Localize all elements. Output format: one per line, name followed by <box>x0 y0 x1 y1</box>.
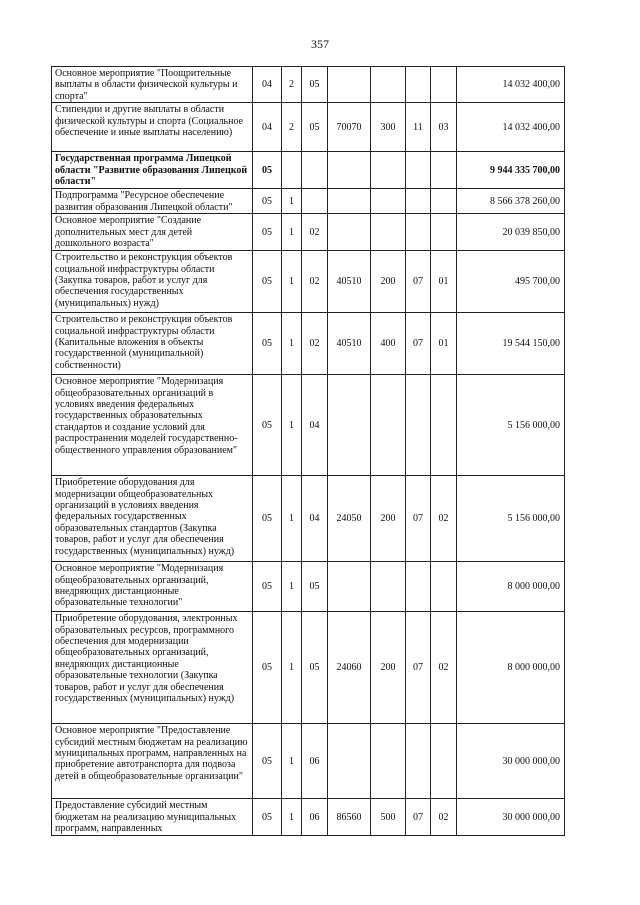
cell-name: Основное мероприятие "Создание дополнительных мест для детей дошкольного возраста" <box>52 214 253 251</box>
cell-gp: 05 <box>253 152 282 189</box>
cell-name: Подпрограмма "Ресурсное обеспечение развития образования Липецкой области" <box>52 189 253 214</box>
cell-vr <box>371 67 406 103</box>
cell-amount: 19 544 150,00 <box>457 313 565 375</box>
cell-name: Предоставление субсидий местным бюджетам на реализацию муниципальных программ, направленных <box>52 799 253 836</box>
cell-dir <box>328 152 371 189</box>
cell-om: 05 <box>302 103 328 152</box>
cell-om: 02 <box>302 214 328 251</box>
cell-amount: 9 944 335 700,00 <box>457 152 565 189</box>
cell-dir: 70070 <box>328 103 371 152</box>
cell-pp: 1 <box>282 251 302 313</box>
cell-amount: 5 156 000,00 <box>457 375 565 476</box>
table-row <box>52 476 565 562</box>
cell-om: 05 <box>302 612 328 724</box>
table-row <box>52 724 565 799</box>
cell-gp: 05 <box>253 562 282 612</box>
cell-vr <box>371 189 406 214</box>
cell-dir <box>328 724 371 799</box>
cell-om: 02 <box>302 313 328 375</box>
page-number: 357 <box>311 37 329 51</box>
cell-om <box>302 152 328 189</box>
cell-name: Государственная программа Липецкой области "Развитие образования Липецкой области" <box>52 152 253 189</box>
cell-vr: 200 <box>371 612 406 724</box>
table-row <box>52 214 565 251</box>
table-row <box>52 562 565 612</box>
cell-vr <box>371 562 406 612</box>
budget-table <box>51 66 565 836</box>
table-row <box>52 67 565 103</box>
cell-gp: 04 <box>253 67 282 103</box>
cell-gp: 05 <box>253 251 282 313</box>
cell-dir <box>328 562 371 612</box>
cell-gp: 05 <box>253 724 282 799</box>
cell-name: Стипендии и другие выплаты в области физической культуры и спорта (Социальное обеспечение и иные выплаты населению) <box>52 103 253 152</box>
cell-pp: 1 <box>282 724 302 799</box>
cell-gp: 05 <box>253 189 282 214</box>
cell-amount: 8 000 000,00 <box>457 612 565 724</box>
cell-amount: 30 000 000,00 <box>457 799 565 836</box>
cell-pr: 02 <box>431 476 457 562</box>
cell-dir <box>328 214 371 251</box>
cell-pr: 02 <box>431 612 457 724</box>
cell-amount: 495 700,00 <box>457 251 565 313</box>
cell-vr: 300 <box>371 103 406 152</box>
cell-pr <box>431 214 457 251</box>
cell-vr: 200 <box>371 476 406 562</box>
table-row <box>52 152 565 189</box>
cell-rz <box>406 152 431 189</box>
cell-rz <box>406 724 431 799</box>
cell-vr <box>371 214 406 251</box>
cell-pp: 1 <box>282 612 302 724</box>
cell-dir <box>328 67 371 103</box>
cell-om <box>302 189 328 214</box>
table-row <box>52 612 565 724</box>
cell-dir <box>328 189 371 214</box>
table-row <box>52 251 565 313</box>
cell-rz: 07 <box>406 476 431 562</box>
cell-vr <box>371 724 406 799</box>
table-row <box>52 103 565 152</box>
cell-gp: 05 <box>253 799 282 836</box>
cell-rz <box>406 189 431 214</box>
cell-pp: 2 <box>282 103 302 152</box>
table-body <box>52 67 565 836</box>
cell-amount: 20 039 850,00 <box>457 214 565 251</box>
cell-rz: 07 <box>406 612 431 724</box>
cell-om: 06 <box>302 799 328 836</box>
cell-name: Строительство и реконструкция объектов социальной инфраструктуры области (Капитальные вложения в объекты государственной (муниципальной) собственности) <box>52 313 253 375</box>
cell-rz <box>406 214 431 251</box>
cell-name: Основное мероприятие "Модернизация общеобразовательных организаций в условиях введения федеральных государственных образовательных стандартов и создание условий для распространения моделей государственно-общественного управления образованием" <box>52 375 253 476</box>
cell-amount: 5 156 000,00 <box>457 476 565 562</box>
table-row <box>52 313 565 375</box>
cell-name: Приобретение оборудования для модернизации общеобразовательных организаций в условиях введения федеральных государственных образовательных стандартов (Закупка товаров, работ и услуг для обеспечения государственных (муниципальных) нужд) <box>52 476 253 562</box>
cell-rz <box>406 375 431 476</box>
cell-dir: 24050 <box>328 476 371 562</box>
cell-rz <box>406 562 431 612</box>
cell-gp: 05 <box>253 375 282 476</box>
cell-rz <box>406 67 431 103</box>
cell-pp: 2 <box>282 67 302 103</box>
cell-amount: 30 000 000,00 <box>457 724 565 799</box>
cell-pr <box>431 152 457 189</box>
cell-om: 04 <box>302 375 328 476</box>
cell-name: Основное мероприятие "Поощрительные выплаты в области физической культуры и спорта" <box>52 67 253 103</box>
cell-amount: 8 000 000,00 <box>457 562 565 612</box>
cell-pp: 1 <box>282 476 302 562</box>
cell-pp: 1 <box>282 375 302 476</box>
cell-pr: 03 <box>431 103 457 152</box>
table-row <box>52 189 565 214</box>
cell-gp: 05 <box>253 313 282 375</box>
cell-pp: 1 <box>282 562 302 612</box>
cell-vr: 400 <box>371 313 406 375</box>
table-row <box>52 799 565 836</box>
cell-pr <box>431 189 457 214</box>
cell-dir: 86560 <box>328 799 371 836</box>
cell-dir: 40510 <box>328 251 371 313</box>
cell-gp: 05 <box>253 214 282 251</box>
cell-pr: 01 <box>431 313 457 375</box>
cell-rz: 11 <box>406 103 431 152</box>
cell-pp: 1 <box>282 799 302 836</box>
cell-pr <box>431 724 457 799</box>
cell-name: Приобретение оборудования, электронных образовательных ресурсов, программного обеспечения для модернизации общеобразовательных организаций, внедряющих дистанционные образовательные технологии (Закупка товаров, работ и услуг для обеспечения государственных (муниципальных) нужд) <box>52 612 253 724</box>
cell-rz: 07 <box>406 251 431 313</box>
cell-name: Строительство и реконструкция объектов социальной инфраструктуры области (Закупка товаров, работ и услуг для обеспечения государственных (муниципальных) нужд) <box>52 251 253 313</box>
cell-pr <box>431 375 457 476</box>
cell-amount: 14 032 400,00 <box>457 67 565 103</box>
table-row <box>52 375 565 476</box>
cell-pr: 01 <box>431 251 457 313</box>
cell-gp: 05 <box>253 476 282 562</box>
cell-om: 06 <box>302 724 328 799</box>
cell-pp <box>282 152 302 189</box>
cell-vr <box>371 375 406 476</box>
cell-om: 04 <box>302 476 328 562</box>
cell-pr: 02 <box>431 799 457 836</box>
cell-om: 02 <box>302 251 328 313</box>
cell-vr: 500 <box>371 799 406 836</box>
cell-pr <box>431 67 457 103</box>
cell-dir: 24060 <box>328 612 371 724</box>
cell-om: 05 <box>302 562 328 612</box>
cell-dir <box>328 375 371 476</box>
cell-pp: 1 <box>282 189 302 214</box>
cell-pp: 1 <box>282 214 302 251</box>
cell-vr <box>371 152 406 189</box>
cell-gp: 05 <box>253 612 282 724</box>
cell-amount: 8 566 378 260,00 <box>457 189 565 214</box>
cell-rz: 07 <box>406 313 431 375</box>
cell-pp: 1 <box>282 313 302 375</box>
cell-amount: 14 032 400,00 <box>457 103 565 152</box>
cell-rz: 07 <box>406 799 431 836</box>
cell-name: Основное мероприятие "Предоставление субсидий местным бюджетам на реализацию муниципальных программ, направленных на приобретение автотранспорта для подвоза детей в общеобразовательные организации" <box>52 724 253 799</box>
cell-gp: 04 <box>253 103 282 152</box>
cell-pr <box>431 562 457 612</box>
cell-name: Основное мероприятие "Модернизация общеобразовательных организаций, внедряющих дистанционные образовательные технологии" <box>52 562 253 612</box>
cell-vr: 200 <box>371 251 406 313</box>
cell-om: 05 <box>302 67 328 103</box>
cell-dir: 40510 <box>328 313 371 375</box>
